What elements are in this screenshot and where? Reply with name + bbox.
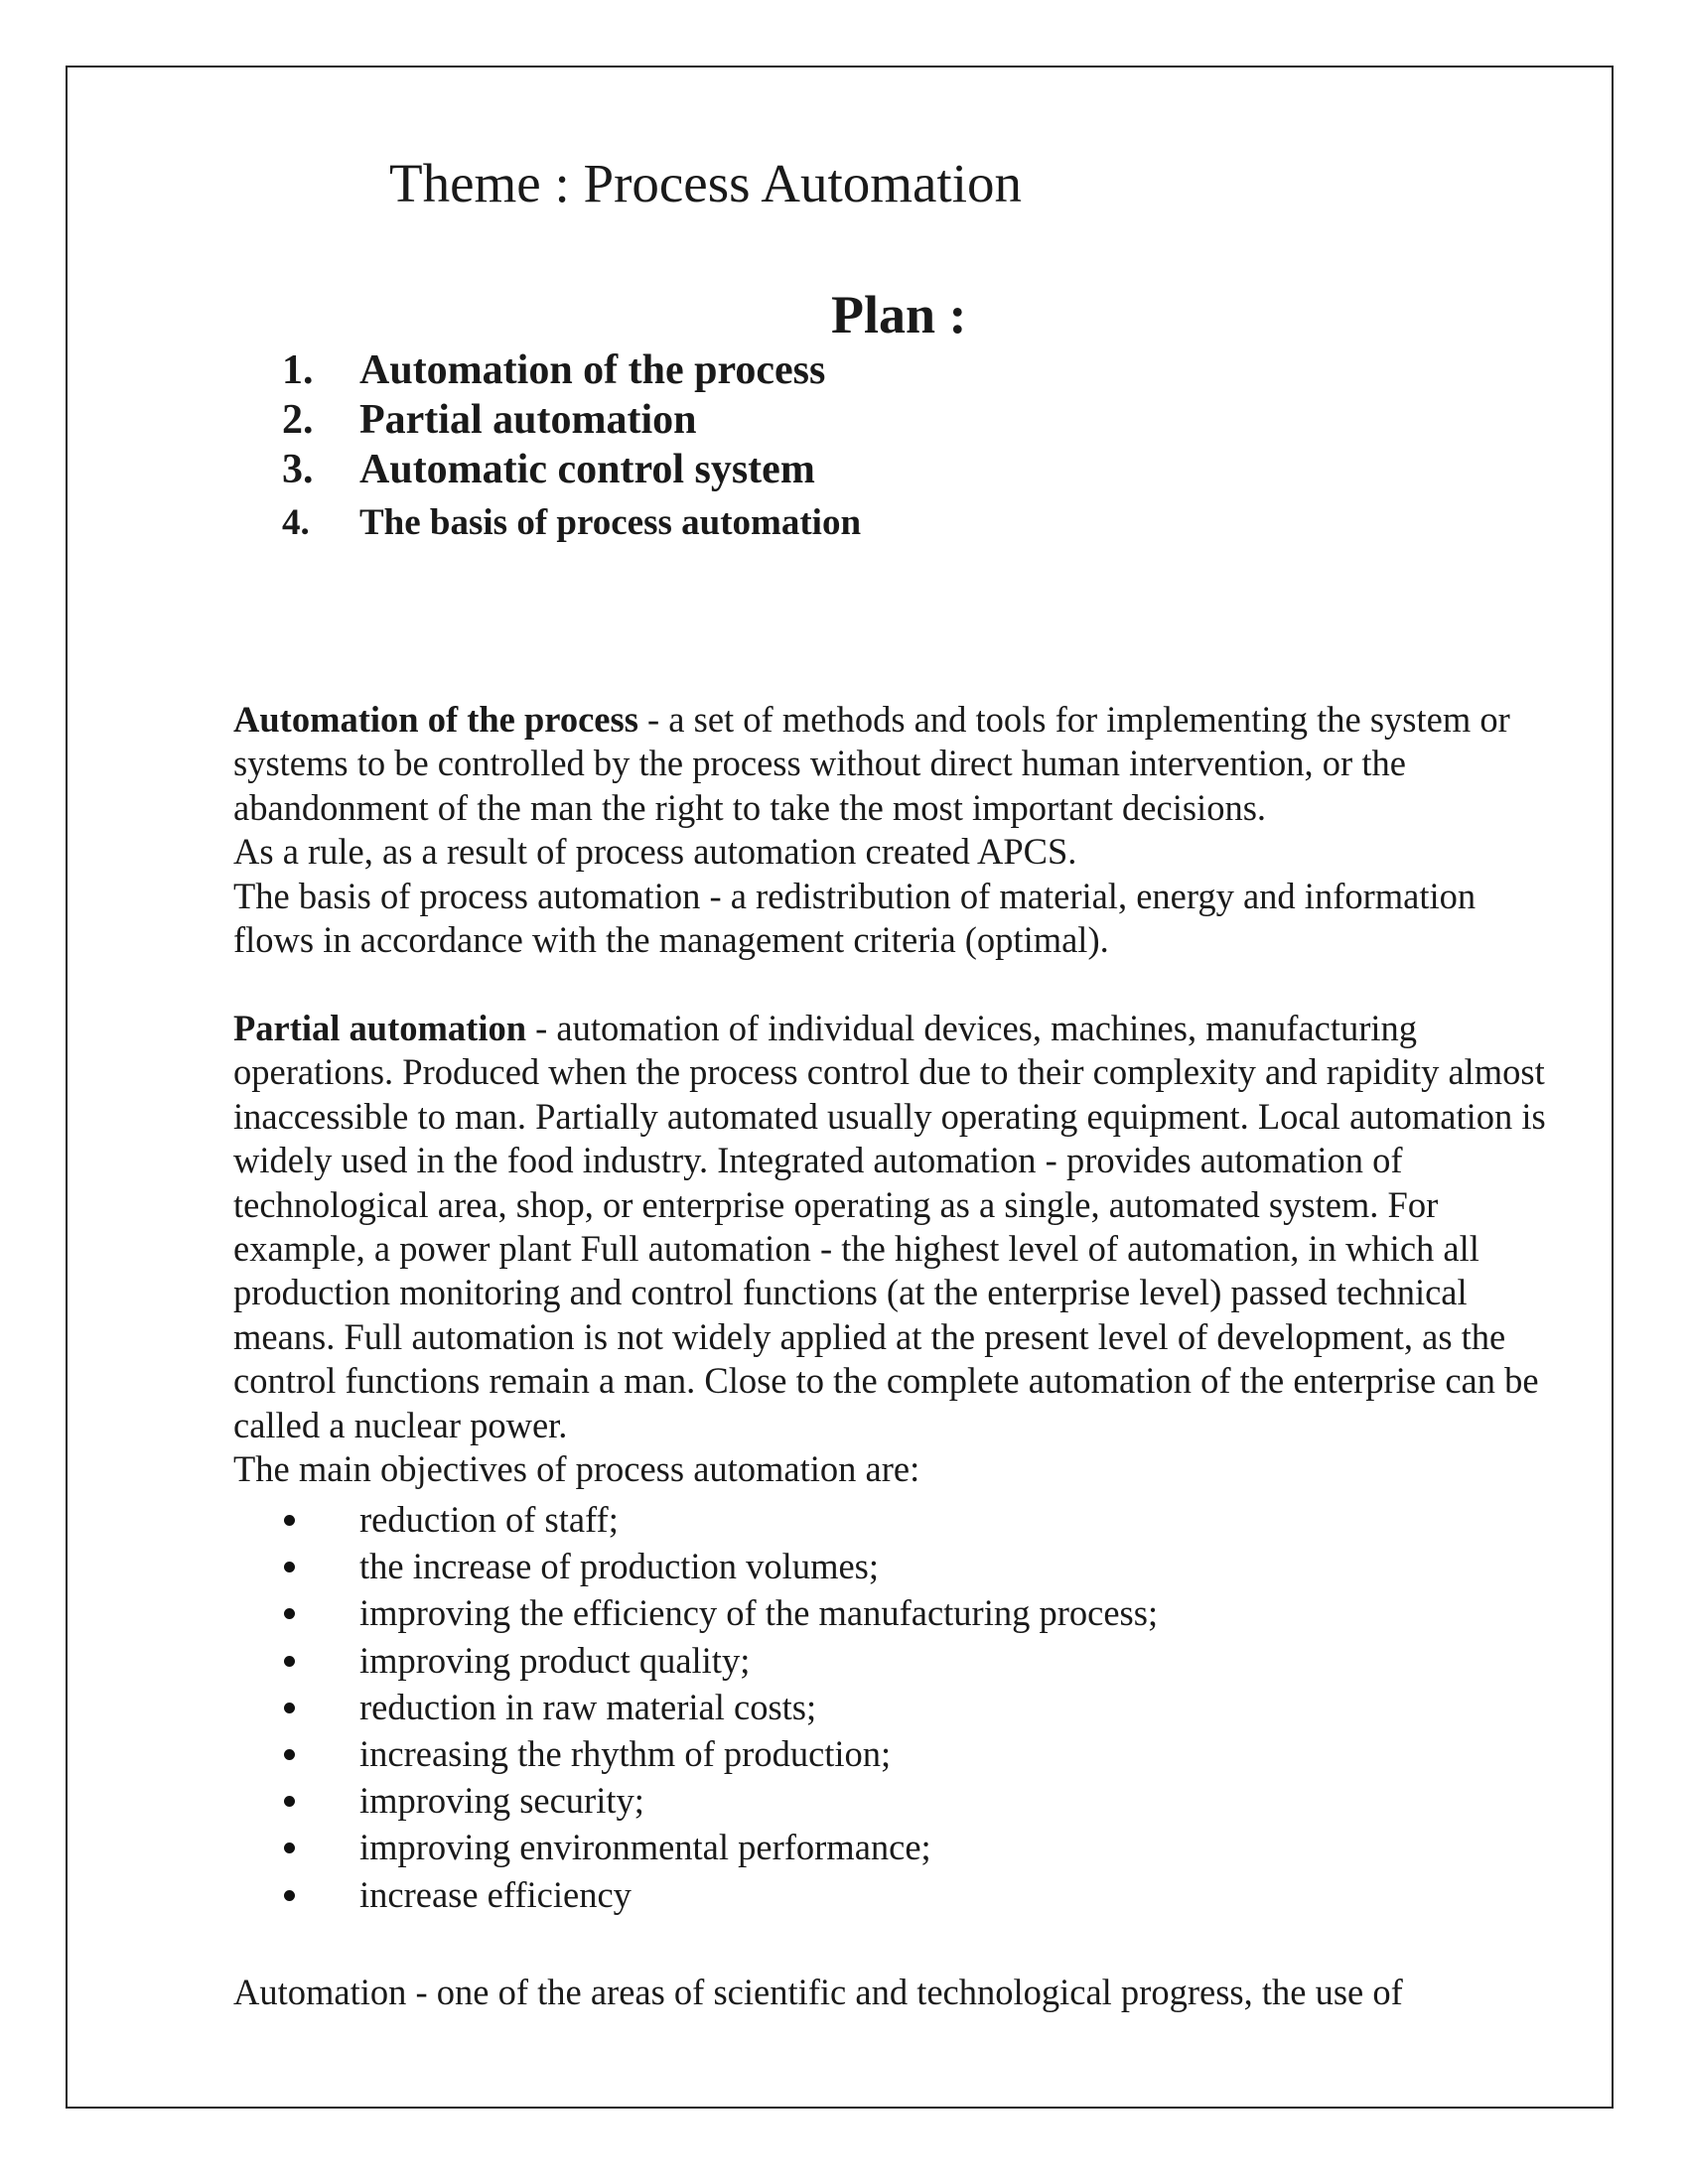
list-item-text: improving the efficiency of the manufacturing process; (359, 1592, 1159, 1634)
list-item (233, 1589, 1158, 1636)
defined-term: Automation of the process (233, 699, 638, 740)
list-item (233, 1543, 1158, 1589)
section-automation-of-process (233, 698, 1564, 962)
bullet-icon (284, 1515, 295, 1526)
body-paragraph: The basis of process automation - a redistribution of material, energy and information flows in accordance with the management criteria (optimal). (233, 875, 1477, 961)
closing-paragraph (233, 1971, 1564, 2014)
plan-item (278, 494, 861, 552)
bullet-icon (284, 1608, 295, 1619)
list-item (233, 1684, 1158, 1730)
list-item (233, 1730, 1158, 1777)
definition-paragraph (233, 1007, 1564, 1447)
list-item-text: increase efficiency (359, 1873, 632, 1915)
definition-text: - automation of individual devices, machines, manufacturing operations. Produced when the process control due to their complexity and rapidity almost inaccessible to man. Partially automated usually operating equipment. Local automation is widely used in the food industry. Integrated automation - provides automation of technological area, shop, or enterprise operating as a single, automated system. For example, a power plant Full automation - the highest level of automation, in which all production monitoring and control functions (at the enterprise level) passed technical means. Full automation is not widely applied at the present level of development, as the control functions remain a man. Close to the complete automation of the enterprise can be called a nuclear power. (233, 1008, 1546, 1445)
definition-paragraph (233, 698, 1564, 830)
list-item (233, 1824, 1158, 1870)
objectives-intro: The main objectives of process automation are: (233, 1448, 920, 1490)
plan-item-label: Automation of the process (359, 347, 826, 393)
list-item (233, 1637, 1158, 1684)
theme-heading: Theme : Process Automation (389, 153, 1022, 213)
bullet-icon (284, 1890, 295, 1901)
bullet-icon (284, 1749, 295, 1760)
list-item (233, 1871, 1158, 1918)
list-item-text: reduction in raw material costs; (359, 1686, 817, 1727)
bullet-icon (284, 1843, 295, 1853)
plan-item-number: 3. (282, 447, 314, 492)
plan-item-label: Partial automation (359, 397, 697, 443)
plan-item (278, 395, 861, 445)
list-item-text: increasing the rhythm of production; (359, 1733, 892, 1775)
list-item-text: improving product quality; (359, 1639, 751, 1681)
list-item (233, 1777, 1158, 1824)
plan-item-label: Automatic control system (359, 447, 815, 492)
list-item-text: improving security; (359, 1780, 644, 1822)
definition-text: - a set of methods and tools for implementing the system or systems to be controlled by the process without direct human intervention, or the abandonment of the man the right to take the most important decisions. (233, 699, 1510, 828)
section-partial-automation (233, 1007, 1564, 1491)
plan-list (278, 345, 861, 552)
bullet-icon (284, 1656, 295, 1667)
bullet-icon (284, 1703, 295, 1713)
plan-item-number: 2. (282, 397, 314, 443)
plan-item-label: The basis of process automation (359, 502, 862, 543)
list-item-text: the increase of production volumes; (359, 1546, 880, 1587)
body-paragraph: Automation - one of the areas of scientific and technological progress, the use of (233, 1972, 1403, 2012)
list-item (233, 1496, 1158, 1543)
bullet-icon (284, 1562, 295, 1572)
plan-item (278, 345, 861, 395)
objectives-list (233, 1496, 1158, 1918)
plan-item (278, 445, 861, 494)
list-item-text: improving environmental performance; (359, 1827, 931, 1868)
defined-term: Partial automation (233, 1008, 527, 1048)
plan-heading: Plan : (831, 285, 967, 344)
body-paragraph: As a rule, as a result of process automation created APCS. (233, 831, 1077, 873)
plan-item-number: 4. (282, 502, 310, 543)
list-item-text: reduction of staff; (359, 1499, 619, 1540)
plan-item-number: 1. (282, 347, 314, 393)
bullet-icon (284, 1796, 295, 1807)
